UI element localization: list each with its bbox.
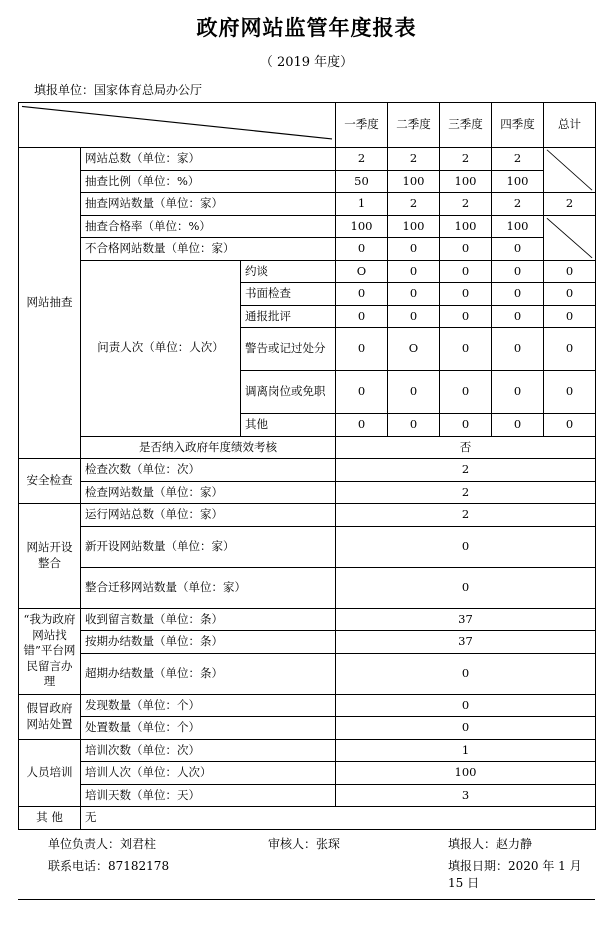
reviewer-label: 审核人：张琛 (268, 836, 341, 851)
footer-divider (18, 899, 595, 900)
section-label-website-check: 网站抽查 (19, 148, 81, 459)
cell-value: 100 (440, 215, 492, 238)
section-label-training: 人员培训 (19, 739, 81, 807)
cell-value: 0 (388, 260, 440, 283)
page-title: 政府网站监管年度报表 (196, 15, 417, 40)
cell-value: 0 (388, 283, 440, 306)
subsection-label-accountability: 问责人次（单位：人次） (81, 260, 241, 436)
row-item: 培训天数（单位：天） (81, 784, 336, 807)
cell-value: 0 (492, 328, 544, 371)
header-quarter-1: 一季度 (336, 103, 388, 148)
row-item: 不合格网站数量（单位：家） (81, 238, 336, 261)
cell-total: 0 (544, 328, 596, 371)
cell-value: 0 (440, 328, 492, 371)
cell-value: O (388, 328, 440, 371)
row-item: 通报批评 (241, 305, 336, 328)
cell-value: 2 (440, 148, 492, 171)
cell-value: 0 (336, 717, 596, 740)
cell-total: 0 (544, 305, 596, 328)
cell-value: 100 (388, 170, 440, 193)
row-item: 其他 (241, 414, 336, 437)
table-row (19, 481, 596, 504)
table-row (19, 653, 596, 694)
cell-total: 2 (544, 193, 596, 216)
section-label-other: 其 他 (19, 807, 81, 830)
cell-total: 0 (544, 371, 596, 414)
table-row (19, 762, 596, 785)
cell-value: 2 (336, 504, 596, 527)
cell-value: 100 (336, 215, 388, 238)
header-total: 总计 (544, 103, 596, 148)
report-table (18, 102, 596, 830)
cell-value: 0 (388, 371, 440, 414)
table-row (19, 739, 596, 762)
table-row (19, 148, 596, 171)
cell-value: 0 (336, 238, 388, 261)
row-item: 新开设网站数量（单位：家） (81, 526, 336, 567)
table-row (19, 238, 596, 261)
cell-value: 37 (336, 631, 596, 654)
report-page (0, 12, 613, 940)
cell-value: 无 (81, 807, 596, 830)
cell-value: 100 (492, 170, 544, 193)
cell-value: 100 (336, 762, 596, 785)
footer-spacer (268, 857, 448, 891)
cell-value: 100 (492, 215, 544, 238)
row-item: 是否纳入政府年度绩效考核 (81, 436, 336, 459)
table-row (19, 807, 596, 830)
cell-value: 0 (336, 305, 388, 328)
report-date-label: 填报日期：2020 年 1 月 15 日 (448, 858, 582, 890)
cell-value: 0 (440, 238, 492, 261)
cell-value: 0 (492, 283, 544, 306)
cell-value: 0 (336, 567, 596, 608)
section-label-safety-check: 安全检查 (19, 459, 81, 504)
row-item: 处置数量（单位：个） (81, 717, 336, 740)
cell-value: 3 (336, 784, 596, 807)
footer-row-2 (18, 852, 595, 891)
cell-value: 0 (336, 414, 388, 437)
cell-value: 100 (388, 215, 440, 238)
row-item: 抽查合格率（单位：%） (81, 215, 336, 238)
cell-value: 100 (440, 170, 492, 193)
row-item: 抽查网站数量（单位：家） (81, 193, 336, 216)
header-quarter-2: 二季度 (388, 103, 440, 148)
cell-value: 0 (388, 414, 440, 437)
cell-value: 2 (336, 148, 388, 171)
table-row (19, 459, 596, 482)
page-subtitle: （ 2019 年度） (259, 55, 354, 70)
cell-value: 0 (440, 414, 492, 437)
table-row (19, 504, 596, 527)
row-item: 约谈 (241, 260, 336, 283)
phone-label: 联系电话：87182178 (48, 858, 170, 873)
header-quarter-4: 四季度 (492, 103, 544, 148)
filler-unit-label: 填报单位：国家体育总局办公厅 (34, 83, 203, 97)
row-item: 网站总数（单位：家） (81, 148, 336, 171)
cell-value: 0 (492, 414, 544, 437)
cell-value: 0 (440, 305, 492, 328)
reporter-label: 填报人：赵力静 (448, 836, 533, 851)
cell-value: 0 (492, 238, 544, 261)
unit-head-label: 单位负责人：刘君柱 (48, 836, 157, 851)
table-row (19, 215, 596, 238)
row-item: 培训人次（单位：人次） (81, 762, 336, 785)
table-row (19, 170, 596, 193)
cell-value: 2 (336, 481, 596, 504)
cell-total: 0 (544, 414, 596, 437)
row-item: 运行网站总数（单位：家） (81, 504, 336, 527)
cell-value: 0 (388, 305, 440, 328)
row-item: 培训次数（单位：次） (81, 739, 336, 762)
cell-total: 0 (544, 283, 596, 306)
cell-value: 0 (492, 305, 544, 328)
cell-value: 0 (440, 260, 492, 283)
row-item: 抽查比例（单位：%） (81, 170, 336, 193)
row-item: 按期办结数量（单位：条） (81, 631, 336, 654)
table-row (19, 608, 596, 631)
cell-value: 2 (336, 459, 596, 482)
cell-value: 2 (388, 148, 440, 171)
table-row (19, 260, 596, 283)
cell-value: 0 (336, 283, 388, 306)
table-row (19, 694, 596, 717)
cell-value: 1 (336, 739, 596, 762)
row-item: 书面检查 (241, 283, 336, 306)
cell-value: 0 (492, 260, 544, 283)
cell-value: 0 (336, 328, 388, 371)
row-item: 警告或记过处分 (241, 328, 336, 371)
table-row (19, 526, 596, 567)
blank-total-cell (544, 215, 596, 260)
cell-value: 0 (336, 371, 388, 414)
row-item: 发现数量（单位：个） (81, 694, 336, 717)
cell-value: 2 (440, 193, 492, 216)
row-item: 超期办结数量（单位：条） (81, 653, 336, 694)
cell-value: 37 (336, 608, 596, 631)
row-item: 检查网站数量（单位：家） (81, 481, 336, 504)
diagonal-header-cell (19, 103, 336, 148)
cell-value: 2 (388, 193, 440, 216)
row-item: 整合迁移网站数量（单位：家） (81, 567, 336, 608)
cell-value: 否 (336, 436, 596, 459)
cell-value: 2 (492, 193, 544, 216)
cell-value: 0 (440, 283, 492, 306)
table-row (19, 193, 596, 216)
cell-total: 0 (544, 260, 596, 283)
row-item: 调离岗位或免职 (241, 371, 336, 414)
cell-value: 0 (336, 653, 596, 694)
cell-value: 50 (336, 170, 388, 193)
section-label-fake-sites: 假冒政府网站处置 (19, 694, 81, 739)
blank-total-cell (544, 148, 596, 193)
table-header-row (19, 103, 596, 148)
table-row (19, 717, 596, 740)
footer-row-1 (18, 830, 595, 852)
table-row (19, 631, 596, 654)
cell-value: 0 (492, 371, 544, 414)
cell-value: 0 (336, 526, 596, 567)
table-row (19, 436, 596, 459)
row-item: 检查次数（单位：次） (81, 459, 336, 482)
table-row (19, 784, 596, 807)
cell-value: 0 (336, 694, 596, 717)
row-item: 收到留言数量（单位：条） (81, 608, 336, 631)
section-label-message-platform: “我为政府网站找错”平台网民留言办理 (19, 608, 81, 694)
cell-value: 0 (388, 238, 440, 261)
cell-value: O (336, 260, 388, 283)
table-row (19, 567, 596, 608)
header-quarter-3: 三季度 (440, 103, 492, 148)
cell-value: 2 (492, 148, 544, 171)
cell-value: 0 (440, 371, 492, 414)
section-label-site-open-merge: 网站开设整合 (19, 504, 81, 609)
footer (18, 830, 595, 891)
cell-value: 1 (336, 193, 388, 216)
